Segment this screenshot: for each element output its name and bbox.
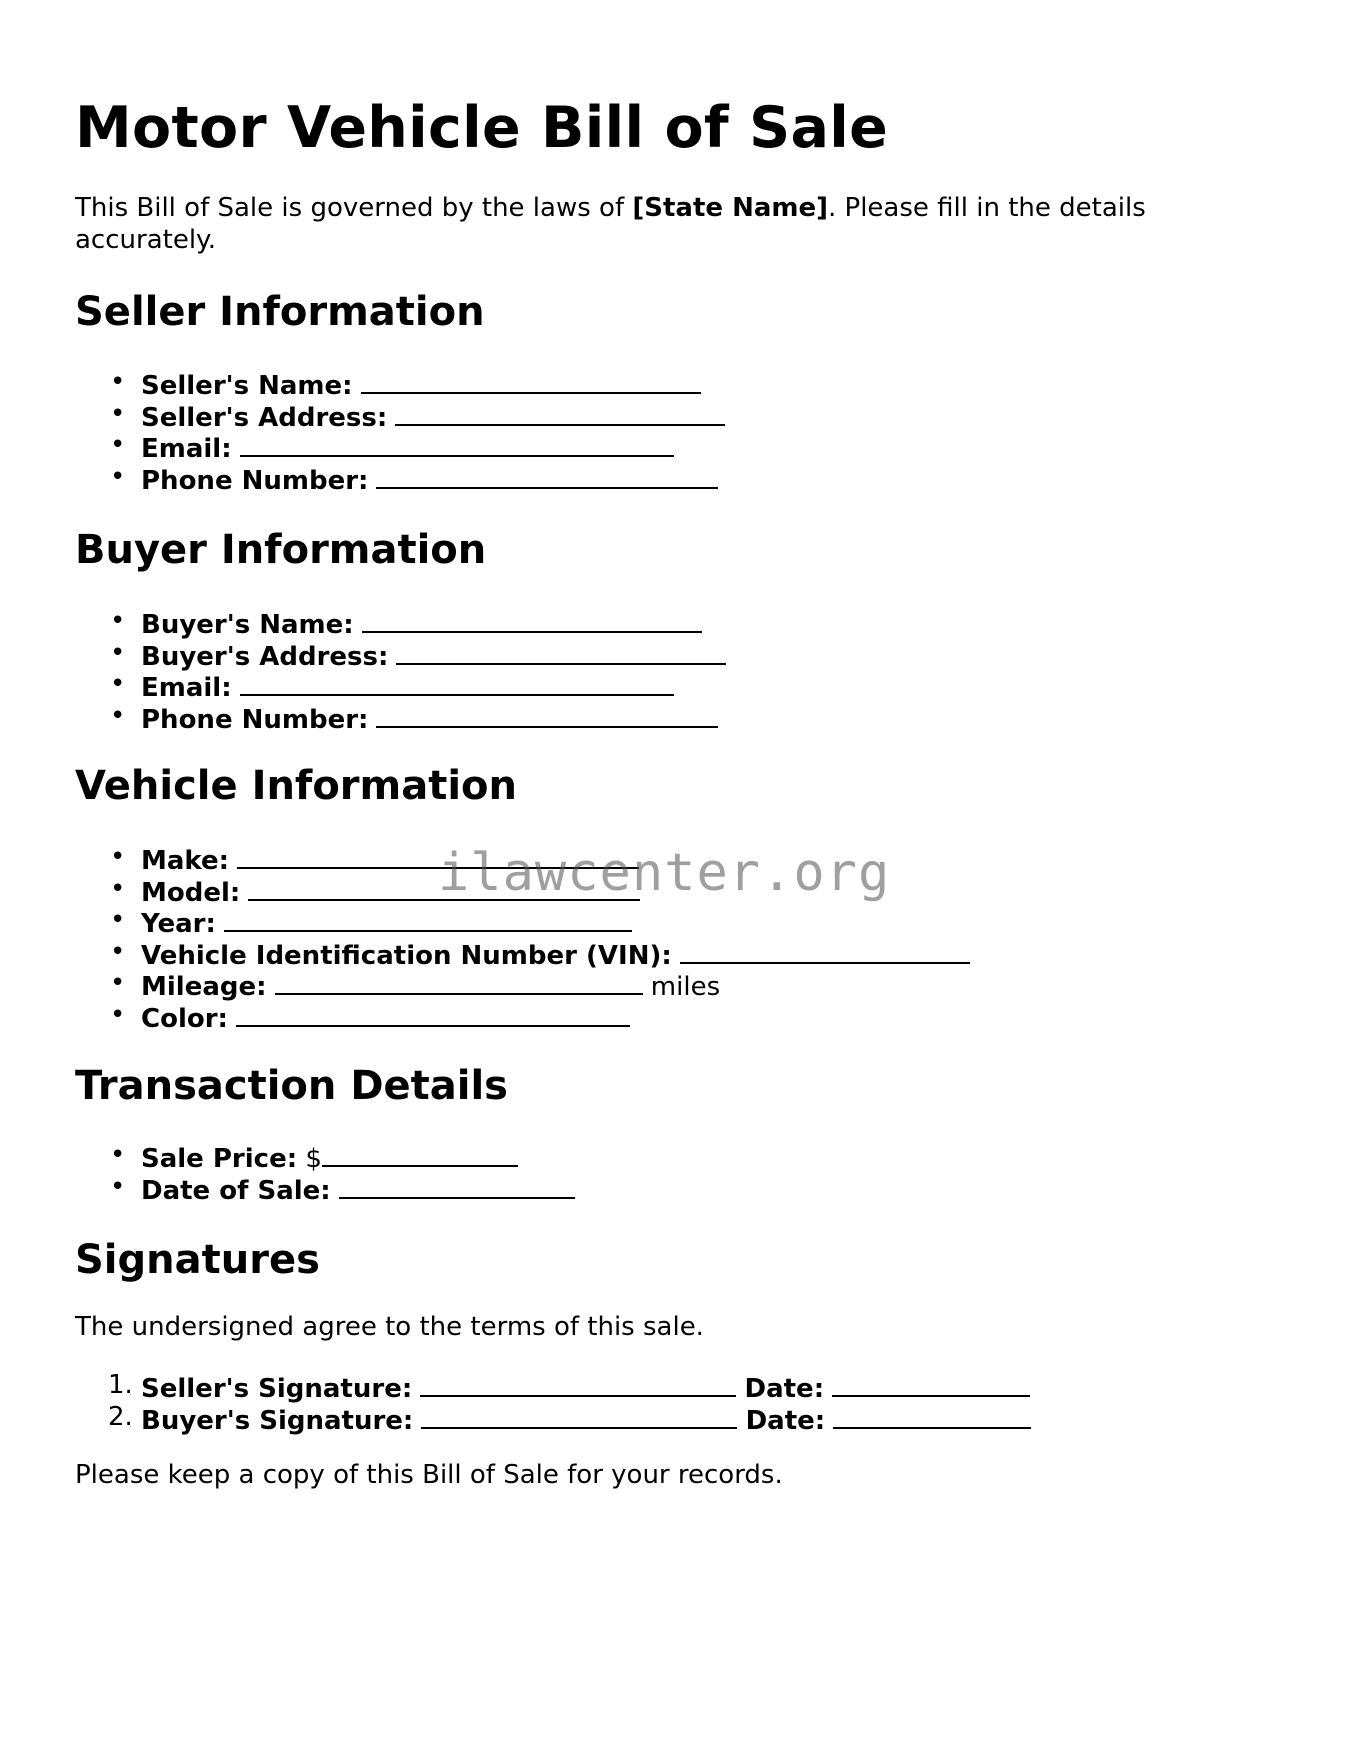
vehicle-mileage-item: • Mileage: miles — [75, 968, 970, 1000]
currency-symbol: $ — [305, 1144, 322, 1174]
agreement-text: The undersigned agree to the terms of this sale. — [75, 1312, 704, 1342]
seller-heading: Seller Information — [75, 289, 485, 335]
seller-phone-item: • Phone Number: — [75, 462, 725, 494]
seller-address-field[interactable] — [395, 399, 725, 426]
buyer-signature-item: 2. Buyer's Signature: Date: — [75, 1402, 1031, 1434]
seller-email-field[interactable] — [240, 430, 674, 457]
signature-list — [75, 1370, 1031, 1436]
page-title: Motor Vehicle Bill of Sale — [75, 95, 889, 161]
mileage-unit: miles — [650, 972, 721, 1002]
vehicle-model-item: • Model: — [75, 874, 970, 906]
state-name-placeholder: [State Name] — [632, 193, 828, 223]
footer-note: Please keep a copy of this Bill of Sale for your records. — [75, 1460, 783, 1490]
buyer-signature-date-field[interactable] — [833, 1402, 1031, 1429]
transaction-fields-list — [75, 1140, 575, 1206]
buyer-heading: Buyer Information — [75, 527, 487, 573]
buyer-name-field[interactable] — [362, 606, 702, 633]
seller-fields-list — [75, 367, 725, 496]
signatures-heading: Signatures — [75, 1237, 320, 1283]
seller-email-item: • Email: — [75, 430, 725, 462]
transaction-heading: Transaction Details — [75, 1063, 508, 1109]
date-of-sale-item: • Date of Sale: — [75, 1172, 575, 1204]
seller-signature-field[interactable] — [420, 1370, 736, 1397]
vehicle-mileage-field[interactable] — [275, 968, 643, 995]
intro-text-after: . Please fill in the details accurately. — [75, 193, 1146, 255]
vehicle-make-item: • Make: — [75, 842, 970, 874]
intro-text-before: This Bill of Sale is governed by the laws of — [75, 193, 633, 223]
intro-paragraph — [75, 192, 1215, 256]
buyer-name-item: • Buyer's Name: — [75, 606, 726, 638]
seller-phone-field[interactable] — [376, 462, 718, 489]
buyer-phone-item: • Phone Number: — [75, 701, 726, 733]
seller-signature-item: 1. Seller's Signature: Date: — [75, 1370, 1031, 1402]
seller-name-field[interactable] — [361, 367, 701, 394]
date-of-sale-field[interactable] — [339, 1172, 575, 1199]
buyer-address-item: • Buyer's Address: — [75, 638, 726, 670]
vehicle-color-field[interactable] — [236, 1000, 630, 1027]
seller-address-item: • Seller's Address: — [75, 399, 725, 431]
watermark: ilawcenter.org — [438, 843, 891, 903]
vehicle-heading: Vehicle Information — [75, 763, 517, 809]
sale-price-item: • Sale Price: $ — [75, 1140, 575, 1172]
buyer-email-field[interactable] — [240, 669, 674, 696]
buyer-email-item: • Email: — [75, 669, 726, 701]
vehicle-color-item: • Color: — [75, 1000, 970, 1032]
seller-name-item: • Seller's Name: — [75, 367, 725, 399]
buyer-fields-list — [75, 606, 726, 735]
vehicle-year-item: • Year: — [75, 905, 970, 937]
sale-price-field[interactable] — [322, 1140, 518, 1167]
vehicle-year-field[interactable] — [224, 905, 632, 932]
vehicle-vin-item: • Vehicle Identification Number (VIN): — [75, 937, 970, 969]
buyer-signature-field[interactable] — [421, 1402, 737, 1429]
vehicle-vin-field[interactable] — [680, 937, 970, 964]
buyer-phone-field[interactable] — [376, 701, 718, 728]
buyer-address-field[interactable] — [396, 638, 726, 665]
seller-signature-date-field[interactable] — [832, 1370, 1030, 1397]
